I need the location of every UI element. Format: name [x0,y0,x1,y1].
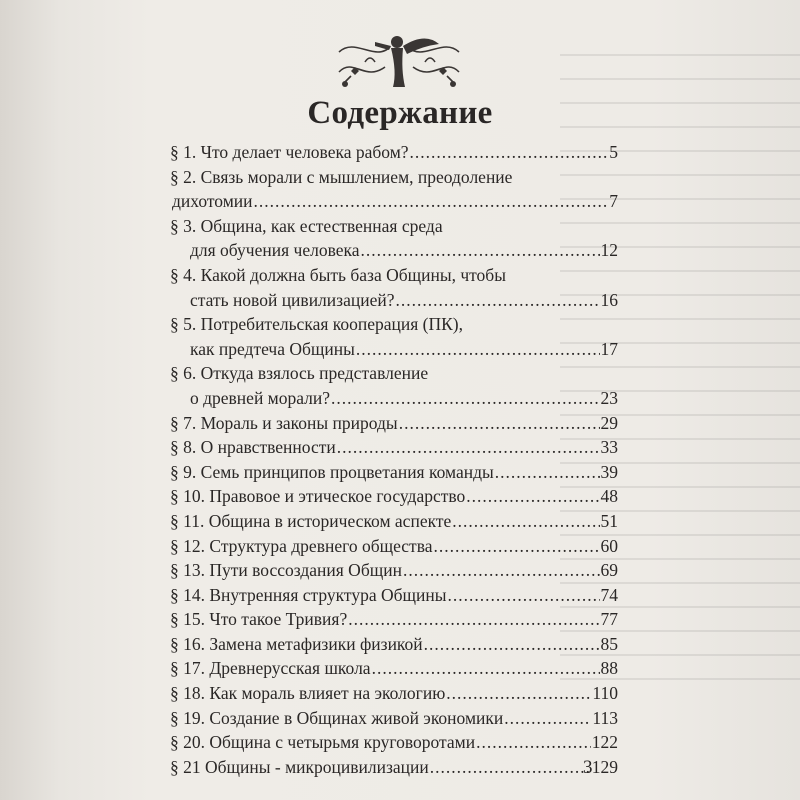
toc-entry-title: § 17. Древнерусская школа [170,658,371,679]
dot-leader [504,706,591,731]
dot-leader [410,140,609,165]
toc-page-number: 17 [600,338,618,359]
toc-entry [170,288,618,313]
toc-entry [170,534,618,559]
toc-entry [170,706,618,731]
page-title: Содержание [307,95,493,131]
toc-entry-title: как предтеча Общины [190,338,355,359]
dot-leader [430,755,591,780]
dot-leader [356,337,600,362]
dot-leader [446,681,591,706]
toc-page-number: 23 [600,387,618,408]
cherub-ornament-icon [335,32,463,92]
toc-entry [170,189,618,214]
dot-leader [466,484,599,509]
toc-page-number: 51 [600,510,618,531]
toc-page-number: 12 [600,240,618,261]
toc-entry-title: § 12. Структура древнего общества [170,535,433,556]
dot-leader [452,509,599,534]
dot-leader [348,607,599,632]
dot-leader [254,189,609,214]
page-number: 3 [583,757,593,778]
toc-entry [170,411,618,436]
toc-entry-title: § 13. Пути воссоздания Общин [170,560,402,581]
toc-entry-title: § 20. Община с четырьмя круговоротами [170,732,476,753]
toc-page-number: 39 [600,461,618,482]
toc-entry [170,435,618,460]
toc-page-number: 5 [609,142,618,162]
dot-leader [395,288,599,313]
toc-entry [170,632,618,657]
dot-leader [399,411,600,436]
toc-entry-title: § 9. Семь принципов процветания команды [170,461,494,482]
toc-entry-title: дихотомии [172,191,253,212]
dot-leader [424,632,600,657]
toc-entry-title: § 11. Община в историческом аспекте [170,510,452,531]
dot-leader [495,460,600,485]
toc-entry-continued [170,361,618,386]
toc-page-number: 69 [600,560,618,581]
dot-leader [476,730,591,755]
toc-entry-title: § 21 Общины - микроцивилизации [170,756,429,777]
toc-page-number: 85 [600,633,618,654]
dot-leader [372,656,600,681]
dot-leader [447,583,599,608]
dot-leader [337,435,600,460]
toc-entry-continued [170,312,618,337]
toc-entry [170,484,618,509]
toc-entry-title: § 16. Замена метафизики физикой [170,633,423,654]
toc-entry [170,656,618,681]
toc-entry [170,607,618,632]
toc-entry-title: § 2. Связь морали с мышлением, преодоление [170,166,513,187]
toc-entry-title: § 19. Создание в Общинах живой экономики [170,707,504,728]
dot-leader [331,386,599,411]
toc-page-number: 88 [600,658,618,679]
toc-page-number: 7 [609,191,618,212]
toc-entry [170,583,618,608]
toc-page-number: 60 [600,535,618,556]
toc-page-number: 113 [592,707,618,728]
dot-leader [403,558,600,583]
toc-entry-title: § 14. Внутренняя структура Общины [170,584,447,605]
toc-entry [170,337,618,362]
toc-page-number: 33 [600,437,618,458]
toc-entry [170,730,618,755]
toc-entry-title: § 6. Откуда взялось представление [170,363,429,384]
toc-entry-title: о древней морали? [190,387,331,408]
toc-entry-title: § 8. О нравственности [170,437,336,458]
toc-entry-title: § 1. Что делает человека рабом? [170,142,409,162]
toc-page-number: 29 [600,412,618,433]
toc-entry [170,238,618,263]
toc-entry-title: § 5. Потребительская кооперация (ПК), [170,314,464,335]
toc-entry [170,460,618,485]
table-of-contents [170,140,618,779]
toc-page-number: 129 [591,756,618,777]
toc-page-number: 16 [600,289,618,310]
toc-page-number: 48 [600,486,618,507]
toc-entry-title: § 18. Как мораль влияет на экологию [170,683,446,704]
toc-entry-title: § 3. Община, как естественная среда [170,215,443,236]
toc-entry [170,755,618,780]
toc-page-number: 122 [591,732,618,753]
toc-entry-title: § 4. Какой должна быть база Общины, чтобы [170,264,506,285]
toc-entry-title: стать новой цивилизацией? [190,289,395,310]
toc-entry-title: § 10. Правовое и этическое государство [170,486,466,507]
toc-entry [170,558,618,583]
toc-page-number: 77 [600,609,618,630]
toc-entry [170,509,618,534]
toc-page-number: 110 [592,683,618,704]
toc-entry-continued [170,165,618,190]
dot-leader [361,238,600,263]
toc-page-number: 74 [600,584,618,605]
toc-entry-title: для обучения человека [190,240,360,261]
toc-entry [170,681,618,706]
toc-entry-title: § 15. Что такое Тривия? [170,609,348,630]
dot-leader [434,534,600,559]
toc-entry-title: § 7. Мораль и законы природы [170,412,398,433]
toc-entry [170,386,618,411]
toc-entry-continued [170,263,618,288]
toc-entry [170,140,618,165]
toc-entry-continued [170,214,618,239]
